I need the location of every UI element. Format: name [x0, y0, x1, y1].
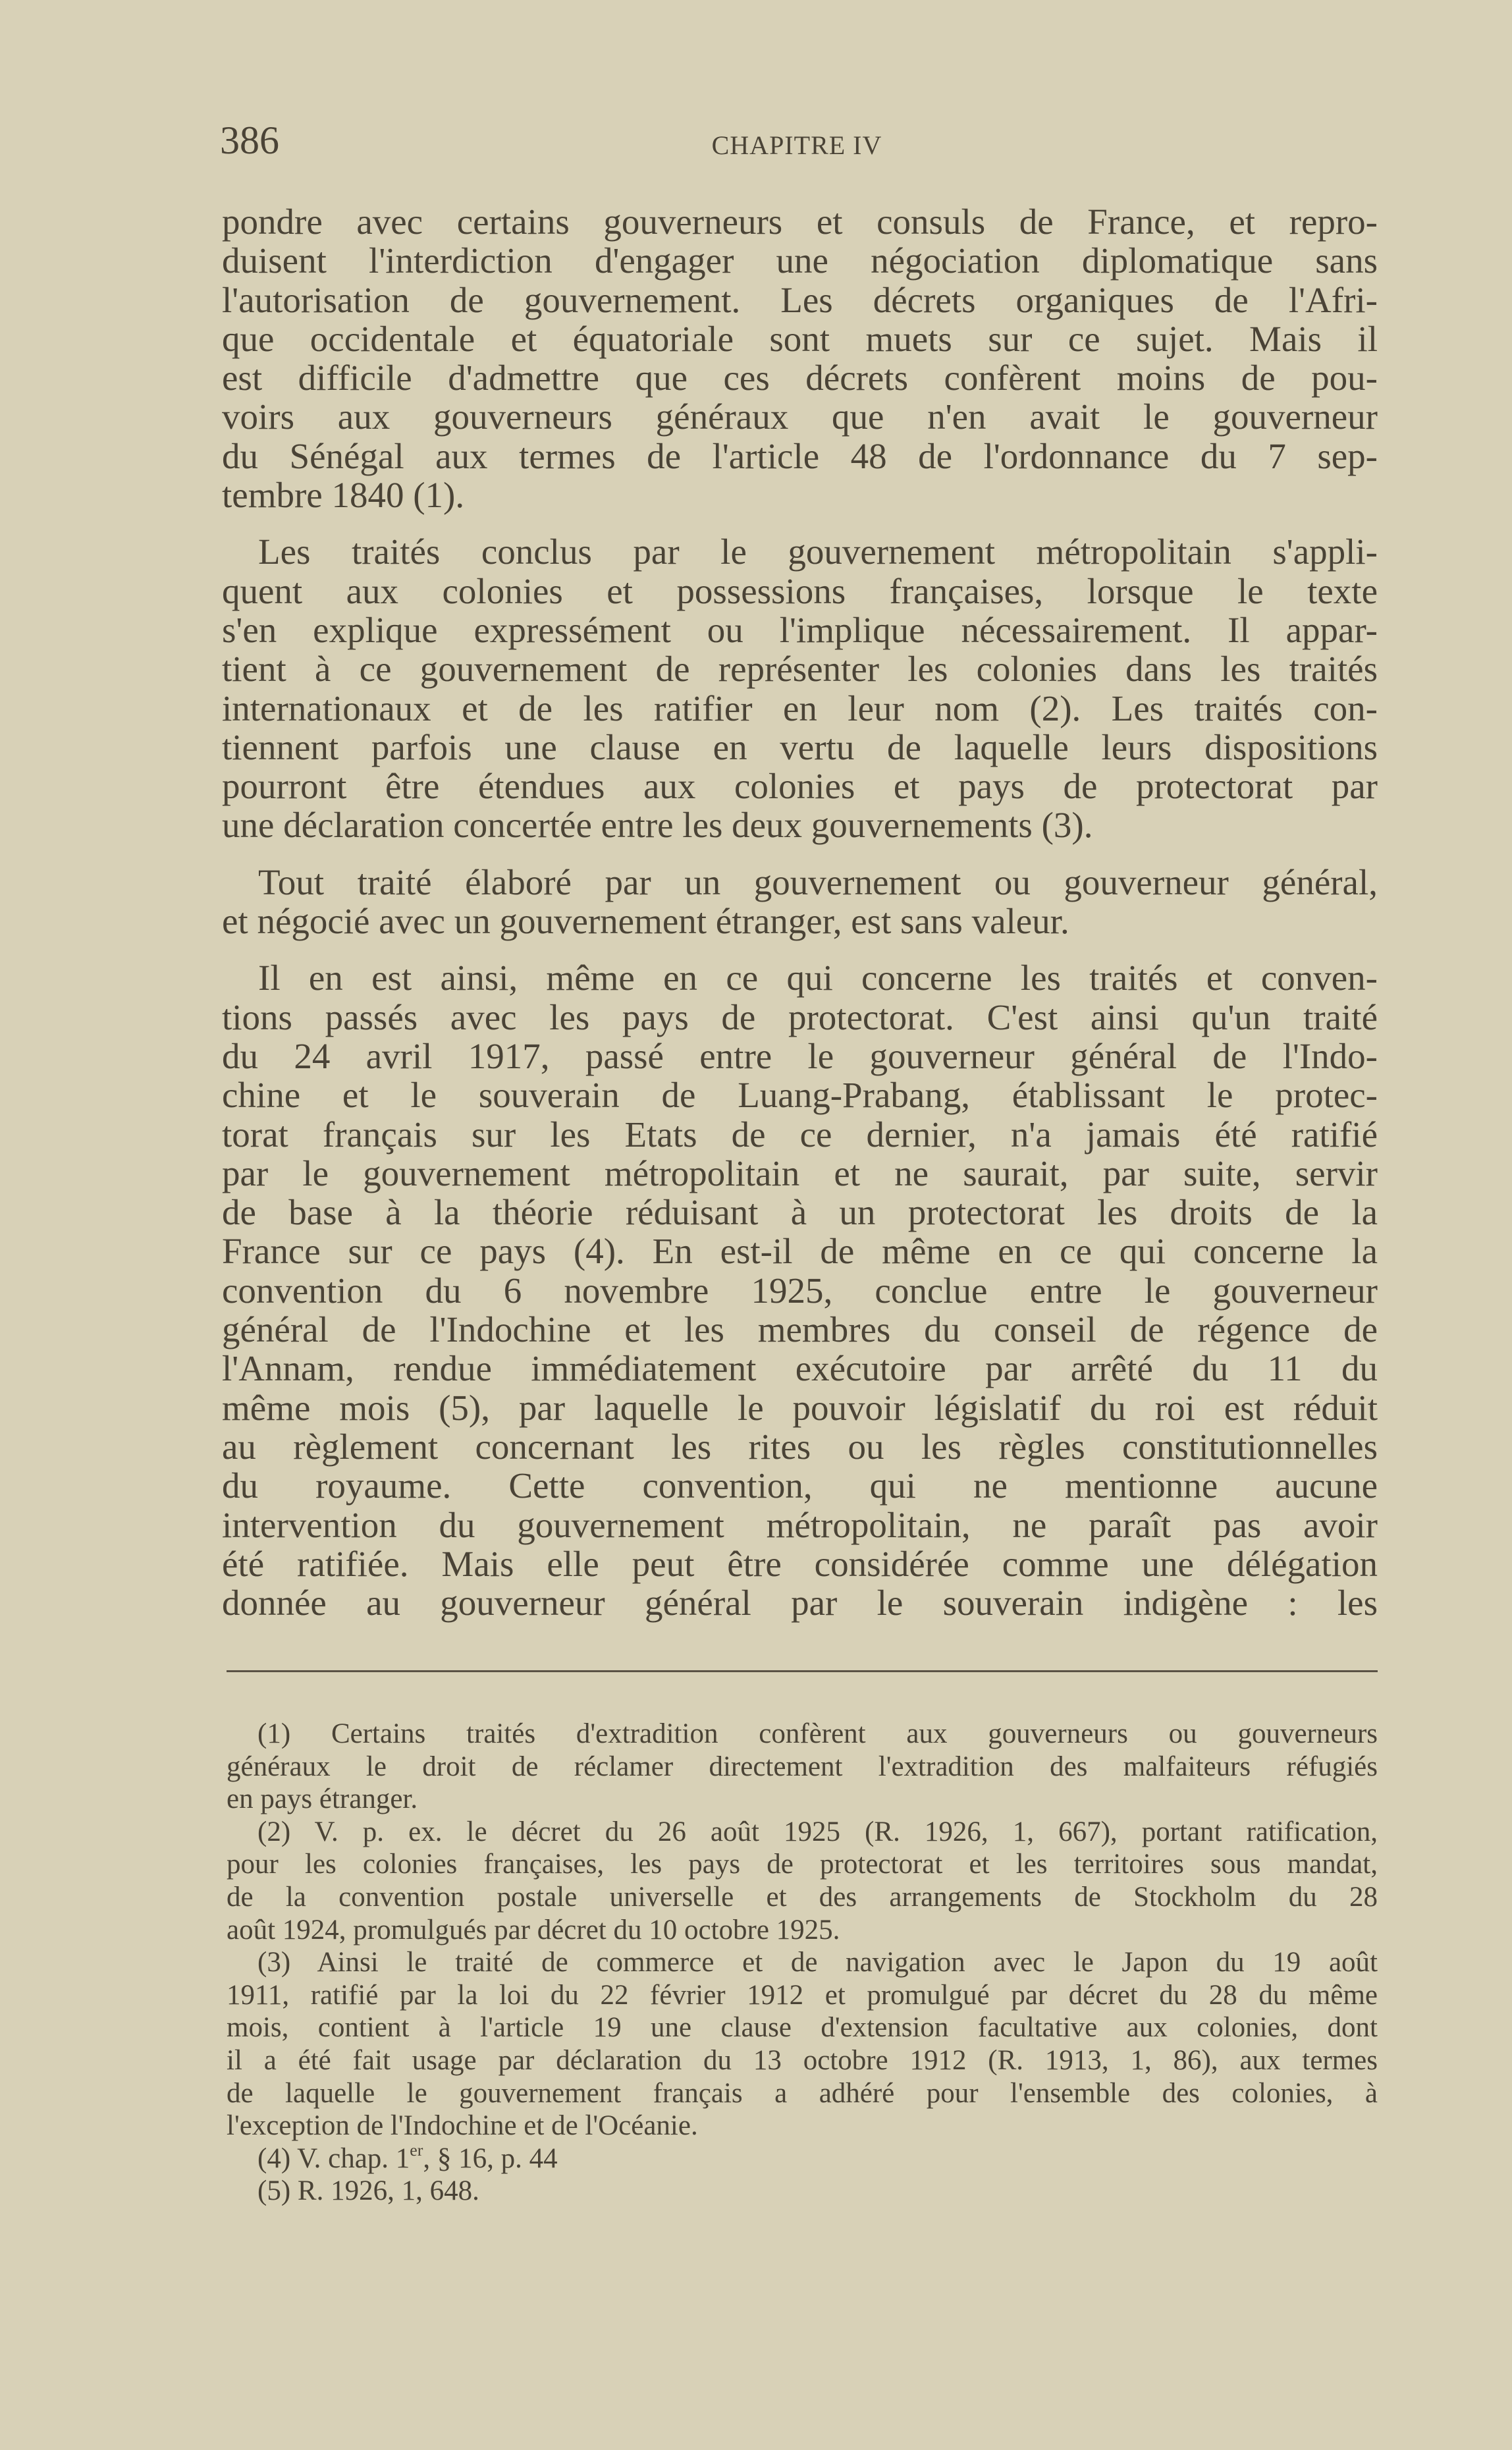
- footnote-line: (1) Certains traités d'extradition confèrent aux gouverneurs ou gouverneurs: [257, 1718, 1378, 1749]
- text-line: même mois (5), par laquelle le pouvoir législatif du roi est réduit: [222, 1387, 1378, 1428]
- footnote-text-sup: er: [410, 2140, 423, 2160]
- text-line: du Sénégal aux termes de l'article 48 de l'ordonnance du 7 sep-: [222, 435, 1378, 476]
- running-head: CHAPITRE IV: [711, 130, 882, 160]
- paragraph: [222, 532, 1378, 844]
- text-line: convention du 6 novembre 1925, conclue entre le gouverneur: [222, 1270, 1378, 1311]
- footnote: [227, 1946, 1378, 2142]
- text-line: donnée au gouverneur général par le souverain indigène : les: [222, 1583, 1378, 1623]
- text-line: voirs aux gouverneurs généraux que n'en avait le gouverneur: [222, 396, 1378, 437]
- text-line: intervention du gouvernement métropolitain, ne paraît pas avoir: [222, 1504, 1378, 1545]
- text-line: pourront être étendues aux colonies et pays de protectorat par: [222, 766, 1378, 807]
- page-number: 386: [220, 119, 279, 162]
- text-line: général de l'Indochine et les membres du conseil de régence de: [222, 1309, 1378, 1350]
- footnotes: [227, 1718, 1378, 2208]
- text-line: chine et le souverain de Luang-Prabang, établissant le protec-: [222, 1075, 1378, 1116]
- text-line: l'Annam, rendue immédiatement exécutoire par arrêté du 11 du: [222, 1348, 1378, 1389]
- text-line: du royaume. Cette convention, qui ne mentionne aucune: [222, 1465, 1378, 1506]
- text-line: tient à ce gouvernement de représenter les colonies dans les traités: [222, 649, 1378, 690]
- footnote-text-before: (4) V. chap. 1: [257, 2142, 410, 2174]
- footnote-line: (3) Ainsi le traité de commerce et de navigation avec le Japon du 19 août: [257, 1947, 1378, 1978]
- text-line: été ratifiée. Mais elle peut être considérée comme une délégation: [222, 1543, 1378, 1584]
- text-line: par le gouvernement métropolitain et ne saurait, par suite, servir: [222, 1153, 1378, 1193]
- text-line: duisent l'interdiction d'engager une négociation diplomatique sans: [222, 240, 1378, 281]
- footnote-line: de la convention postale universelle et des arrangements de Stockholm du 28: [227, 1881, 1378, 1913]
- text-line: quent aux colonies et possessions françaises, lorsque le texte: [222, 570, 1378, 611]
- footnote-line: (2) V. p. ex. le décret du 26 août 1925 (R. 1926, 1, 667), portant ratification,: [257, 1816, 1378, 1847]
- footnote: [227, 2175, 1378, 2208]
- text-line: Les traités conclus par le gouvernement métropolitain s'appli-: [258, 531, 1378, 572]
- footnote-line: de laquelle le gouvernement français a adhéré pour l'ensemble des colonies, à: [227, 2077, 1378, 2109]
- text-line: que occidentale et équatoriale sont muets sur ce sujet. Mais il: [222, 318, 1378, 359]
- footnote-line: 1911, ratifié par la loi du 22 février 1912 et promulgué par décret du 28 du même: [227, 1979, 1378, 2011]
- text-line: internationaux et de les ratifier en leur nom (2). Les traités con-: [222, 688, 1378, 728]
- footnote-rule: [227, 1670, 1378, 1672]
- footnote-text-after: , § 16, p. 44: [423, 2142, 558, 2174]
- footnote-line: il a été fait usage par déclaration du 13 octobre 1912 (R. 1913, 1, 86), aux termes: [227, 2044, 1378, 2076]
- footnote-line: l'exception de l'Indochine et de l'Océanie.: [227, 2110, 698, 2142]
- text-line: Tout traité élaboré par un gouvernement ou gouverneur général,: [258, 861, 1378, 902]
- text-line: est difficile d'admettre que ces décrets confèrent moins de pou-: [222, 358, 1378, 398]
- footnote-line: (5) R. 1926, 1, 648.: [257, 2175, 479, 2207]
- footnote-line: pour les colonies françaises, les pays de protectorat et les territoires sous mandat,: [227, 1849, 1378, 1880]
- footnote-line: généraux le droit de réclamer directement l'extradition des malfaiteurs réfugiés: [227, 1751, 1378, 1782]
- text-line: et négocié avec un gouvernement étranger, est sans valeur.: [222, 901, 1069, 942]
- footnote: [227, 1816, 1378, 1946]
- text-line: du 24 avril 1917, passé entre le gouverneur général de l'Indo-: [222, 1035, 1378, 1076]
- text-line: s'en explique expressément ou l'implique nécessairement. Il appar-: [222, 609, 1378, 650]
- text-line: tembre 1840 (1).: [222, 475, 465, 516]
- text-line: tiennent parfois une clause en vertu de laquelle leurs dispositions: [222, 726, 1378, 767]
- text-line: Il en est ainsi, même en ce qui concerne les traités et conven-: [258, 958, 1378, 998]
- footnote-line: [227, 2142, 1378, 2175]
- paragraph: [222, 958, 1378, 1622]
- footnote-line: en pays étranger.: [227, 1783, 418, 1815]
- text-line: tions passés avec les pays de protectorat. C'est ainsi qu'un traité: [222, 996, 1378, 1037]
- footnote: [227, 1718, 1378, 1816]
- text-line: pondre avec certains gouverneurs et consuls de France, et repro-: [222, 202, 1378, 242]
- text-line: de base à la théorie réduisant à un protectorat les droits de la: [222, 1192, 1378, 1233]
- body-text: [222, 202, 1378, 1640]
- footnote-line: mois, contient à l'article 19 une clause d'extension facultative aux colonies, dont: [227, 2012, 1378, 2044]
- text-line: au règlement concernant les rites ou les règles constitutionnelles: [222, 1426, 1378, 1467]
- footnote: [227, 2142, 1378, 2175]
- text-line: torat français sur les Etats de ce dernier, n'a jamais été ratifié: [222, 1114, 1378, 1155]
- paragraph: [222, 863, 1378, 941]
- text-line: une déclaration concertée entre les deux gouvernements (3).: [222, 805, 1093, 846]
- text-line: l'autorisation de gouvernement. Les décrets organiques de l'Afri-: [222, 279, 1378, 320]
- paragraph: [222, 202, 1378, 514]
- footnote-line: août 1924, promulgués par décret du 10 octobre 1925.: [227, 1914, 840, 1946]
- text-line: France sur ce pays (4). En est-il de même en ce qui concerne la: [222, 1231, 1378, 1272]
